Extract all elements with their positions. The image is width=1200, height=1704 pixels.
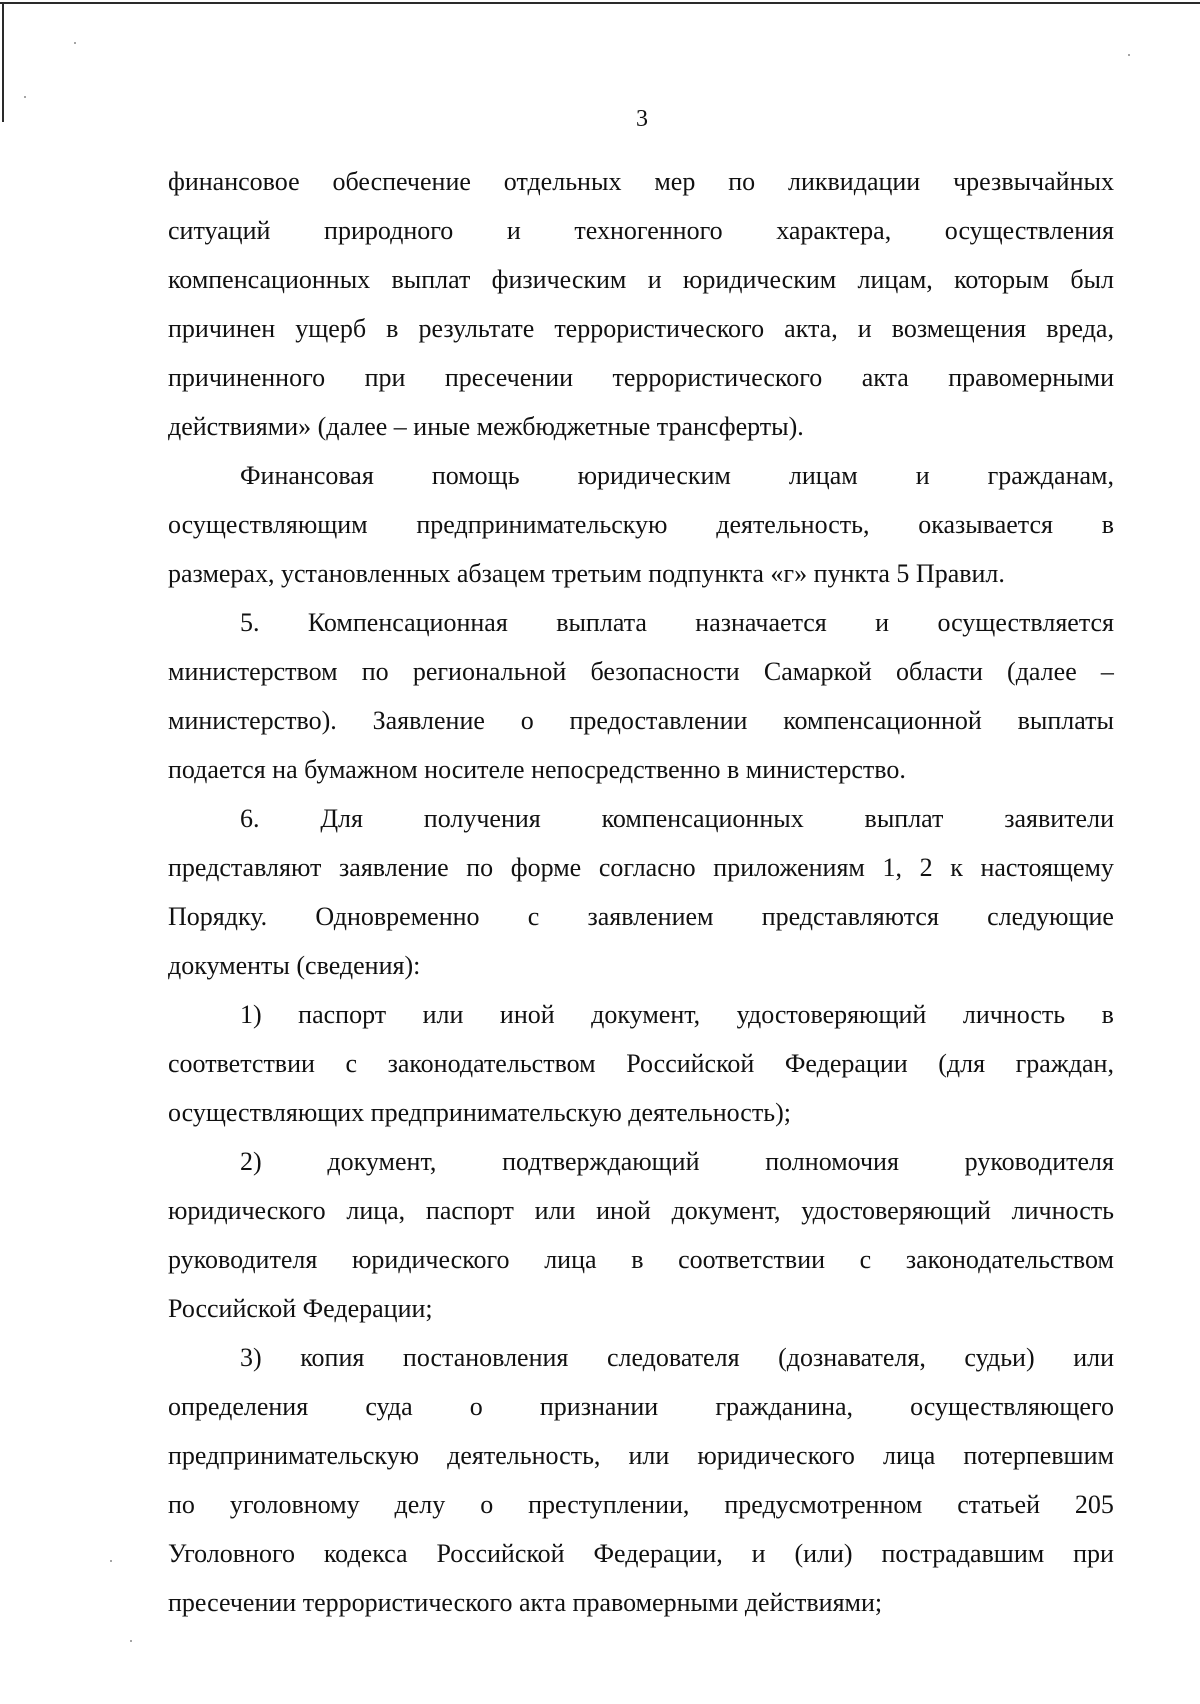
text-line xyxy=(168,157,1114,206)
text-word: удостоверяющий xyxy=(736,1000,927,1029)
text-word: статьей xyxy=(957,1490,1041,1519)
text-word: мер xyxy=(654,167,696,196)
text-word: лица xyxy=(544,1245,597,1274)
text-line xyxy=(168,1333,1114,1382)
text-line xyxy=(168,696,1114,745)
text-word: компенсационных xyxy=(601,804,804,833)
text-word: форме xyxy=(510,853,582,882)
text-word: области xyxy=(895,657,983,686)
text-line xyxy=(168,402,1114,451)
page-number: 3 xyxy=(636,106,648,132)
text-word: приложениям xyxy=(713,853,865,882)
text-word: лицам, xyxy=(857,265,933,294)
text-word: оказывается xyxy=(918,510,1053,539)
text-word: выплаты xyxy=(1017,706,1114,735)
text-line xyxy=(168,1431,1114,1480)
text-word: деятельность, xyxy=(716,510,870,539)
text-word: Порядку. xyxy=(168,902,268,931)
text-word: осуществления xyxy=(944,216,1114,245)
text-word: юридического xyxy=(351,1245,510,1274)
scan-speck xyxy=(130,1640,132,1642)
text-word: отдельных xyxy=(503,167,622,196)
text-word: предусмотренном xyxy=(724,1490,923,1519)
text-line xyxy=(168,1529,1114,1578)
text-word: согласно xyxy=(598,853,696,882)
text-word: пострадавшим xyxy=(881,1539,1045,1568)
text-word: 6. xyxy=(240,804,260,833)
scan-speck xyxy=(110,1560,112,1562)
text-word: документ, xyxy=(591,1000,701,1029)
text-word: размерах, установленных абзацем третьим подпункта «г» пункта 5 Правил. xyxy=(168,559,1005,588)
text-word: или xyxy=(534,1196,576,1225)
text-word: делу xyxy=(394,1490,446,1519)
text-word: преступлении, xyxy=(528,1490,690,1519)
text-word: (для xyxy=(938,1049,986,1078)
text-word: Российской xyxy=(626,1049,755,1078)
text-line xyxy=(168,1186,1114,1235)
text-word: юридическим xyxy=(577,461,731,490)
text-word: 1) xyxy=(240,1000,262,1029)
text-word: документ, xyxy=(327,1147,437,1176)
text-word: – xyxy=(1100,657,1114,686)
text-word: о xyxy=(480,1490,494,1519)
text-line xyxy=(168,206,1114,255)
text-word: террористического xyxy=(554,314,765,343)
text-line xyxy=(168,1235,1114,1284)
text-line xyxy=(168,1382,1114,1431)
text-word: Компенсационная xyxy=(307,608,508,637)
text-word: юридическим xyxy=(682,265,837,294)
text-word: и xyxy=(751,1539,766,1568)
text-word: следующие xyxy=(987,902,1114,931)
text-word: граждан, xyxy=(1015,1049,1114,1078)
text-word: постановления xyxy=(402,1343,569,1372)
text-word: кодекса xyxy=(323,1539,408,1568)
text-word: представляются xyxy=(761,902,939,931)
text-word: безопасности xyxy=(590,657,740,686)
text-word: осуществляется xyxy=(937,608,1114,637)
text-word: определения xyxy=(168,1392,309,1421)
text-line xyxy=(168,1284,1114,1333)
text-line xyxy=(168,794,1114,843)
text-word: Российской xyxy=(436,1539,565,1568)
text-line xyxy=(168,255,1114,304)
text-word: ущерб xyxy=(295,314,367,343)
text-word: и xyxy=(647,265,662,294)
text-word: соответствии xyxy=(168,1049,315,1078)
text-word: иной xyxy=(596,1196,651,1225)
text-word: (дознавателя, xyxy=(778,1343,926,1372)
text-word: осуществляющих предпринимательскую деятельность); xyxy=(168,1098,791,1127)
text-word: причинен xyxy=(168,314,276,343)
text-word: региональной xyxy=(412,657,567,686)
text-word: министерство). xyxy=(168,706,337,735)
text-word: ликвидации xyxy=(788,167,921,196)
text-word: обеспечение xyxy=(332,167,471,196)
text-word: 205 xyxy=(1074,1490,1114,1519)
text-word: пресечении террористического акта правомерными действиями; xyxy=(168,1588,883,1617)
text-word: с xyxy=(345,1049,358,1078)
text-word: судьи) xyxy=(964,1343,1035,1372)
text-word: или xyxy=(628,1441,670,1470)
text-word: 1, xyxy=(882,853,902,882)
text-line xyxy=(168,353,1114,402)
text-word: по xyxy=(728,167,756,196)
text-word: и xyxy=(506,216,521,245)
text-word: заявлением xyxy=(587,902,714,931)
text-line xyxy=(168,500,1114,549)
text-word: террористического xyxy=(612,363,823,392)
text-word: назначается xyxy=(695,608,827,637)
text-word: соответствии xyxy=(678,1245,826,1274)
text-word: законодательством xyxy=(905,1245,1114,1274)
text-line xyxy=(168,990,1114,1039)
text-word: возмещения xyxy=(891,314,1027,343)
text-word: предпринимательскую xyxy=(416,510,668,539)
text-word: гражданина, xyxy=(715,1392,854,1421)
text-word: 3) xyxy=(240,1343,262,1372)
text-word: получения xyxy=(423,804,541,833)
text-line xyxy=(168,1088,1114,1137)
text-word: гражданам, xyxy=(987,461,1114,490)
text-word: Финансовая xyxy=(240,461,374,490)
text-word: руководителя xyxy=(168,1245,318,1274)
text-word: ситуаций xyxy=(168,216,271,245)
text-word: действиями» (далее – иные межбюджетные трансферты). xyxy=(168,412,804,441)
text-word: подается на бумажном носителе непосредственно в министерство. xyxy=(168,755,906,784)
text-word: и xyxy=(915,461,930,490)
text-word: при xyxy=(1073,1539,1114,1568)
text-line xyxy=(168,549,1114,598)
text-word: при xyxy=(364,363,406,392)
text-word: лицам xyxy=(788,461,858,490)
text-line xyxy=(168,598,1114,647)
text-word: помощь xyxy=(431,461,520,490)
text-word: копия xyxy=(300,1343,365,1372)
text-line xyxy=(168,647,1114,696)
text-word: выплата xyxy=(556,608,647,637)
text-word: настоящему xyxy=(980,853,1114,882)
text-word: Самаркой xyxy=(763,657,872,686)
text-word: заявление xyxy=(339,853,449,882)
text-word: паспорт xyxy=(425,1196,514,1225)
text-word: следователя xyxy=(606,1343,740,1372)
text-word: Заявление xyxy=(372,706,485,735)
text-word: осуществляющего xyxy=(910,1392,1114,1421)
text-word: о xyxy=(469,1392,483,1421)
text-word: потерпевшим xyxy=(963,1441,1114,1470)
text-line xyxy=(168,1578,1114,1627)
text-word: лица xyxy=(882,1441,936,1470)
text-word: компенсационной xyxy=(783,706,982,735)
text-word: личность xyxy=(962,1000,1066,1029)
text-word: признании xyxy=(539,1392,659,1421)
text-word: физическим xyxy=(491,265,627,294)
text-word: или xyxy=(422,1000,464,1029)
scan-speck xyxy=(24,96,26,98)
text-word: в xyxy=(1101,1000,1114,1029)
text-word: юридического xyxy=(697,1441,855,1470)
text-word: Федерации xyxy=(784,1049,908,1078)
text-word: чрезвычайных xyxy=(953,167,1114,196)
text-word: техногенного xyxy=(574,216,723,245)
text-word: 2 xyxy=(919,853,933,882)
text-word: в xyxy=(631,1245,644,1274)
text-line xyxy=(168,1039,1114,1088)
text-word: заявители xyxy=(1004,804,1114,833)
text-line xyxy=(168,892,1114,941)
text-word: паспорт xyxy=(298,1000,387,1029)
text-word: лица, xyxy=(346,1196,406,1225)
text-word: и xyxy=(857,314,872,343)
text-word: причиненного xyxy=(168,363,326,392)
text-word: вреда, xyxy=(1046,314,1114,343)
text-word: по xyxy=(361,657,389,686)
text-word: выплат xyxy=(391,265,471,294)
text-word: с xyxy=(527,902,540,931)
text-line xyxy=(168,745,1114,794)
text-word: (или) xyxy=(794,1539,853,1568)
text-word: в xyxy=(386,314,399,343)
text-word: 2) xyxy=(240,1147,262,1176)
text-word: полномочия xyxy=(765,1147,899,1176)
text-word: документы (сведения): xyxy=(168,951,421,980)
text-word: удостоверяющий xyxy=(801,1196,991,1225)
text-line xyxy=(168,1480,1114,1529)
text-word: представляют xyxy=(168,853,322,882)
text-word: и xyxy=(875,608,890,637)
text-word: Одновременно xyxy=(315,902,480,931)
text-word: был xyxy=(1070,265,1114,294)
scan-border-top xyxy=(0,2,1200,4)
text-word: юридического xyxy=(168,1196,326,1225)
text-word: личность xyxy=(1011,1196,1114,1225)
text-word: законодательством xyxy=(387,1049,596,1078)
text-word: выплат xyxy=(864,804,944,833)
text-word: или xyxy=(1073,1343,1114,1372)
text-word: финансовое xyxy=(168,167,300,196)
text-word: пресечении xyxy=(444,363,574,392)
text-word: Федерации, xyxy=(593,1539,723,1568)
text-line xyxy=(168,304,1114,353)
text-word: Российской Федерации; xyxy=(168,1294,433,1323)
text-word: с xyxy=(859,1245,872,1274)
text-word: руководителя xyxy=(964,1147,1114,1176)
text-word: характера, xyxy=(776,216,892,245)
text-line xyxy=(168,451,1114,500)
text-word: документ, xyxy=(671,1196,781,1225)
text-word: иной xyxy=(499,1000,555,1029)
text-word: правомерными xyxy=(948,363,1114,392)
text-word: результате xyxy=(418,314,535,343)
text-word: предоставлении xyxy=(569,706,748,735)
text-word: к xyxy=(950,853,963,882)
text-line xyxy=(168,1137,1114,1186)
text-word: деятельность, xyxy=(447,1441,601,1470)
text-word: уголовному xyxy=(229,1490,360,1519)
text-word: подтверждающий xyxy=(502,1147,700,1176)
text-word: предпринимательскую xyxy=(168,1441,420,1470)
text-word: министерством xyxy=(168,657,338,686)
text-word: суда xyxy=(365,1392,413,1421)
text-line xyxy=(168,843,1114,892)
text-word: 5. xyxy=(240,608,260,637)
text-word: по xyxy=(466,853,494,882)
text-word: Для xyxy=(320,804,363,833)
text-word: природного xyxy=(324,216,454,245)
text-word: акта xyxy=(861,363,909,392)
text-word: которым xyxy=(954,265,1050,294)
text-word: Уголовного xyxy=(168,1539,295,1568)
scan-speck xyxy=(74,42,76,44)
text-word: о xyxy=(520,706,534,735)
scan-speck xyxy=(1128,54,1130,56)
text-line xyxy=(168,941,1114,990)
text-word: в xyxy=(1101,510,1114,539)
text-word: (далее xyxy=(1007,657,1077,686)
text-word: по xyxy=(168,1490,195,1519)
text-word: акта, xyxy=(784,314,838,343)
text-word: осуществляющим xyxy=(168,510,368,539)
text-word: компенсационных xyxy=(168,265,371,294)
document-body xyxy=(168,157,1114,1627)
